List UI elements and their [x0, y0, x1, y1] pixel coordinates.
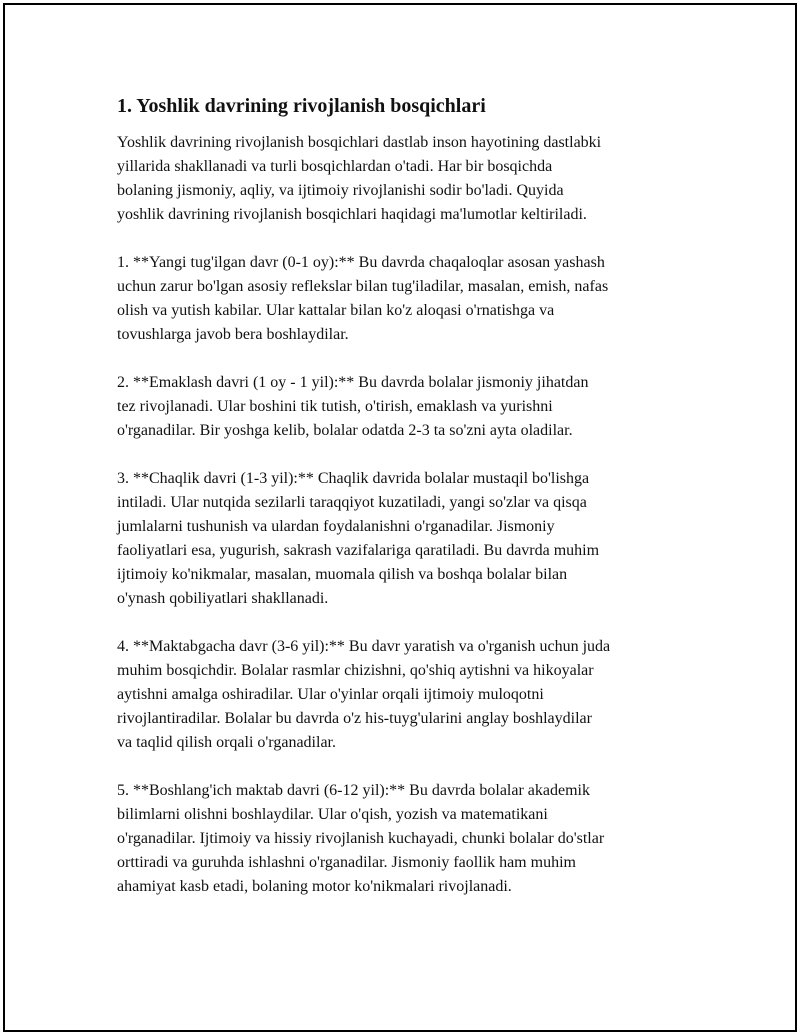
stage-toddler-paragraph: 3. **Chaqlik davri (1-3 yil):** Chaqlik davrida bolalar mustaqil bo'lishga intiladi. Ular nutqida sezilarli taraqqiyot kuzatiladi, yangi so'zlar va qisqa jumlalarni tushunish va ulardan foydalanishni o'rganadilar. Jismoniy faoliyatlari esa, yugurish, sakrash vazifalariga qaratiladi. Bu davrda muhim ijtimoiy ko'nikmalar, masalan, muomala qilish va boshqa bolalar bilan o'ynash qobiliyatlari shakllanadi.	[117, 470, 600, 607]
stage-primary-school-paragraph: 5. **Boshlang'ich maktab davri (6-12 yil):** Bu davrda bolalar akademik bilimlarni olishni boshlaydilar. Ular o'qish, yozish va matematikani o'rganadilar. Ijtimoiy va hissiy rivojlanish kuchayadi, chunki bolalar do'stlar orttiradi va guruhda ishlashni o'rganadilar. Jismoniy faollik ham muhim ahamiyat kasb etadi, bolaning motor ko'nikmalari rivojlanadi.	[117, 782, 605, 895]
document-body	[117, 93, 697, 923]
stage-crawling-paragraph: 2. **Emaklash davri (1 oy - 1 yil):** Bu davrda bolalar jismoniy jihatdan tez rivojlanadi. Ular boshini tik tutish, o'tirish, emaklash va yurishni o'rganadilar. Bir yoshga kelib, bolalar odatda 2-3 ta so'zni ayta oladilar.	[117, 374, 589, 439]
section-heading: 1. Yoshlik davrining rivojlanish bosqichlari	[117, 95, 486, 117]
stage-newborn-paragraph: 1. **Yangi tug'ilgan davr (0-1 oy):** Bu davrda chaqaloqlar asosan yashash uchun zarur bo'lgan asosiy reflekslar bilan tug'iladilar, masalan, emish, nafas olish va yutish kabilar. Ular kattalar bilan ko'z aloqasi o'rnatishga va tovushlarga javob bera boshlaydilar.	[117, 254, 609, 343]
stage-preschool-paragraph: 4. **Maktabgacha davr (3-6 yil):** Bu davr yaratish va o'rganish uchun juda muhim bosqichdir. Bolalar rasmlar chizishni, qo'shiq aytishni va hikoyalar aytishni amalga oshiradilar. Ular o'yinlar orqali ijtimoiy muloqotni rivojlantiradilar. Bolalar bu davrda o'z his-tuyg'ularini anglay boshlaydilar va taqlid qilish orqali o'rganadilar.	[117, 638, 611, 751]
intro-paragraph: Yoshlik davrining rivojlanish bosqichlari dastlab inson hayotining dastlabki yillarida shakllanadi va turli bosqichlardan o'tadi. Har bir bosqichda bolaning jismoniy, aqliy, va ijtimoiy rivojlanishi sodir bo'ladi. Quyida yoshlik davrining rivojlanish bosqichlari haqidagi ma'lumotlar keltiriladi.	[117, 134, 602, 223]
